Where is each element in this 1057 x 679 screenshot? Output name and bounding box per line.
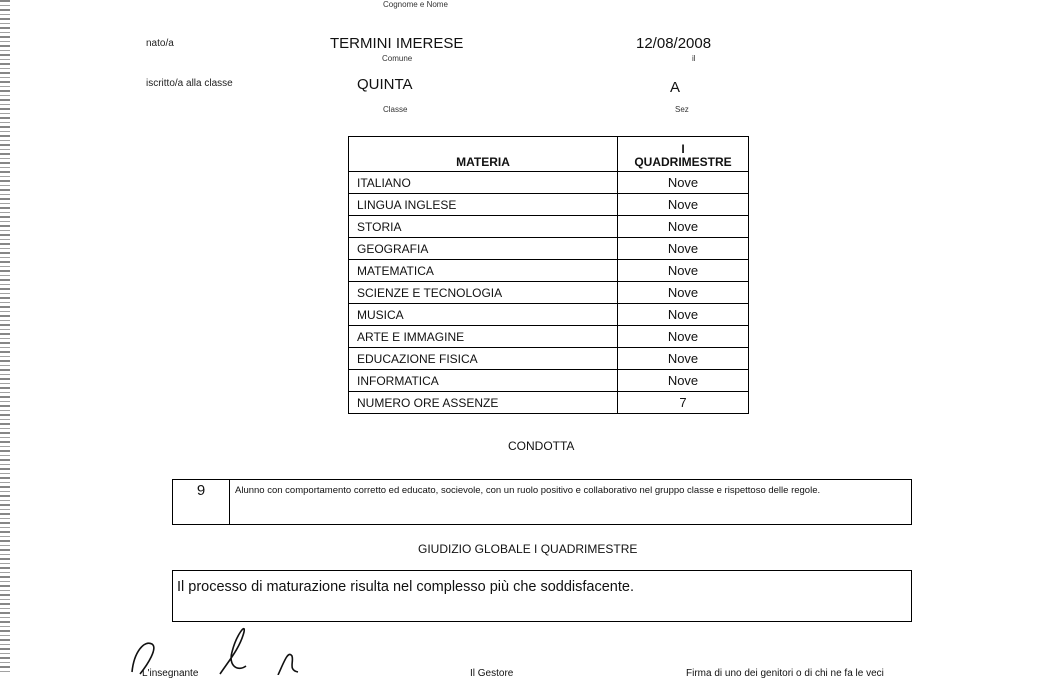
conduct-box bbox=[172, 479, 912, 525]
term-column-header-line2: QUADRIMESTRE bbox=[634, 155, 732, 169]
table-row bbox=[349, 348, 749, 370]
grade-cell: Nove bbox=[618, 370, 749, 392]
il-label: il bbox=[692, 54, 696, 63]
manager-label: Il Gestore bbox=[470, 668, 514, 679]
grades-header-row bbox=[349, 137, 749, 172]
scan-edge bbox=[0, 0, 10, 675]
conduct-score-cell bbox=[173, 480, 230, 524]
global-text: Il processo di maturazione risulta nel complesso più che soddisfacente. bbox=[177, 579, 634, 595]
birth-place: TERMINI IMERESE bbox=[330, 35, 464, 52]
grade-cell: Nove bbox=[618, 282, 749, 304]
section-value: A bbox=[670, 79, 681, 96]
subject-column-header: MATERIA bbox=[349, 137, 618, 172]
conduct-description: Alunno con comportamento corretto ed educato, socievole, con un ruolo positivo e collaborativo nel gruppo classe e rispettoso delle regole. bbox=[235, 485, 821, 496]
table-row bbox=[349, 304, 749, 326]
teacher-label: L'insegnante bbox=[142, 668, 199, 679]
table-row bbox=[349, 238, 749, 260]
term-column-header bbox=[618, 137, 749, 172]
table-row bbox=[349, 194, 749, 216]
grade-cell: Nove bbox=[618, 238, 749, 260]
conduct-title: CONDOTTA bbox=[508, 439, 575, 453]
subject-cell: EDUCAZIONE FISICA bbox=[349, 348, 618, 370]
class-label: Classe bbox=[383, 105, 408, 114]
table-row bbox=[349, 260, 749, 282]
grade-cell: Nove bbox=[618, 304, 749, 326]
subject-cell: GEOGRAFIA bbox=[349, 238, 618, 260]
subject-cell: SCIENZE E TECNOLOGIA bbox=[349, 282, 618, 304]
grade-cell: Nove bbox=[618, 348, 749, 370]
grade-cell: Nove bbox=[618, 216, 749, 238]
surname-label: Cognome e Nome bbox=[383, 0, 448, 9]
global-title: GIUDIZIO GLOBALE I QUADRIMESTRE bbox=[418, 542, 638, 556]
grade-cell: Nove bbox=[618, 260, 749, 282]
table-row bbox=[349, 370, 749, 392]
global-box bbox=[172, 570, 912, 622]
class-value: QUINTA bbox=[357, 76, 413, 93]
grade-cell: Nove bbox=[618, 172, 749, 194]
subject-cell: NUMERO ORE ASSENZE bbox=[349, 392, 618, 414]
term-column-header-line1: I bbox=[681, 142, 685, 156]
enrolled-label: iscritto/a alla classe bbox=[146, 78, 233, 89]
subject-cell: MATEMATICA bbox=[349, 260, 618, 282]
table-row bbox=[349, 392, 749, 414]
subject-cell: ITALIANO bbox=[349, 172, 618, 194]
table-row bbox=[349, 282, 749, 304]
grade-cell: 7 bbox=[618, 392, 749, 414]
comune-label: Comune bbox=[382, 54, 413, 63]
table-row bbox=[349, 326, 749, 348]
grade-cell: Nove bbox=[618, 326, 749, 348]
subject-cell: LINGUA INGLESE bbox=[349, 194, 618, 216]
table-row bbox=[349, 172, 749, 194]
section-label: Sez bbox=[675, 105, 689, 114]
grade-cell: Nove bbox=[618, 194, 749, 216]
grades-table bbox=[348, 136, 749, 414]
subject-cell: INFORMATICA bbox=[349, 370, 618, 392]
table-row bbox=[349, 216, 749, 238]
subject-cell: STORIA bbox=[349, 216, 618, 238]
parent-label: Firma di uno dei genitori o di chi ne fa le veci bbox=[686, 668, 884, 679]
subject-cell: MUSICA bbox=[349, 304, 618, 326]
conduct-score: 9 bbox=[196, 482, 206, 499]
subject-cell: ARTE E IMMAGINE bbox=[349, 326, 618, 348]
birth-date: 12/08/2008 bbox=[636, 35, 712, 52]
born-label: nato/a bbox=[146, 38, 174, 49]
